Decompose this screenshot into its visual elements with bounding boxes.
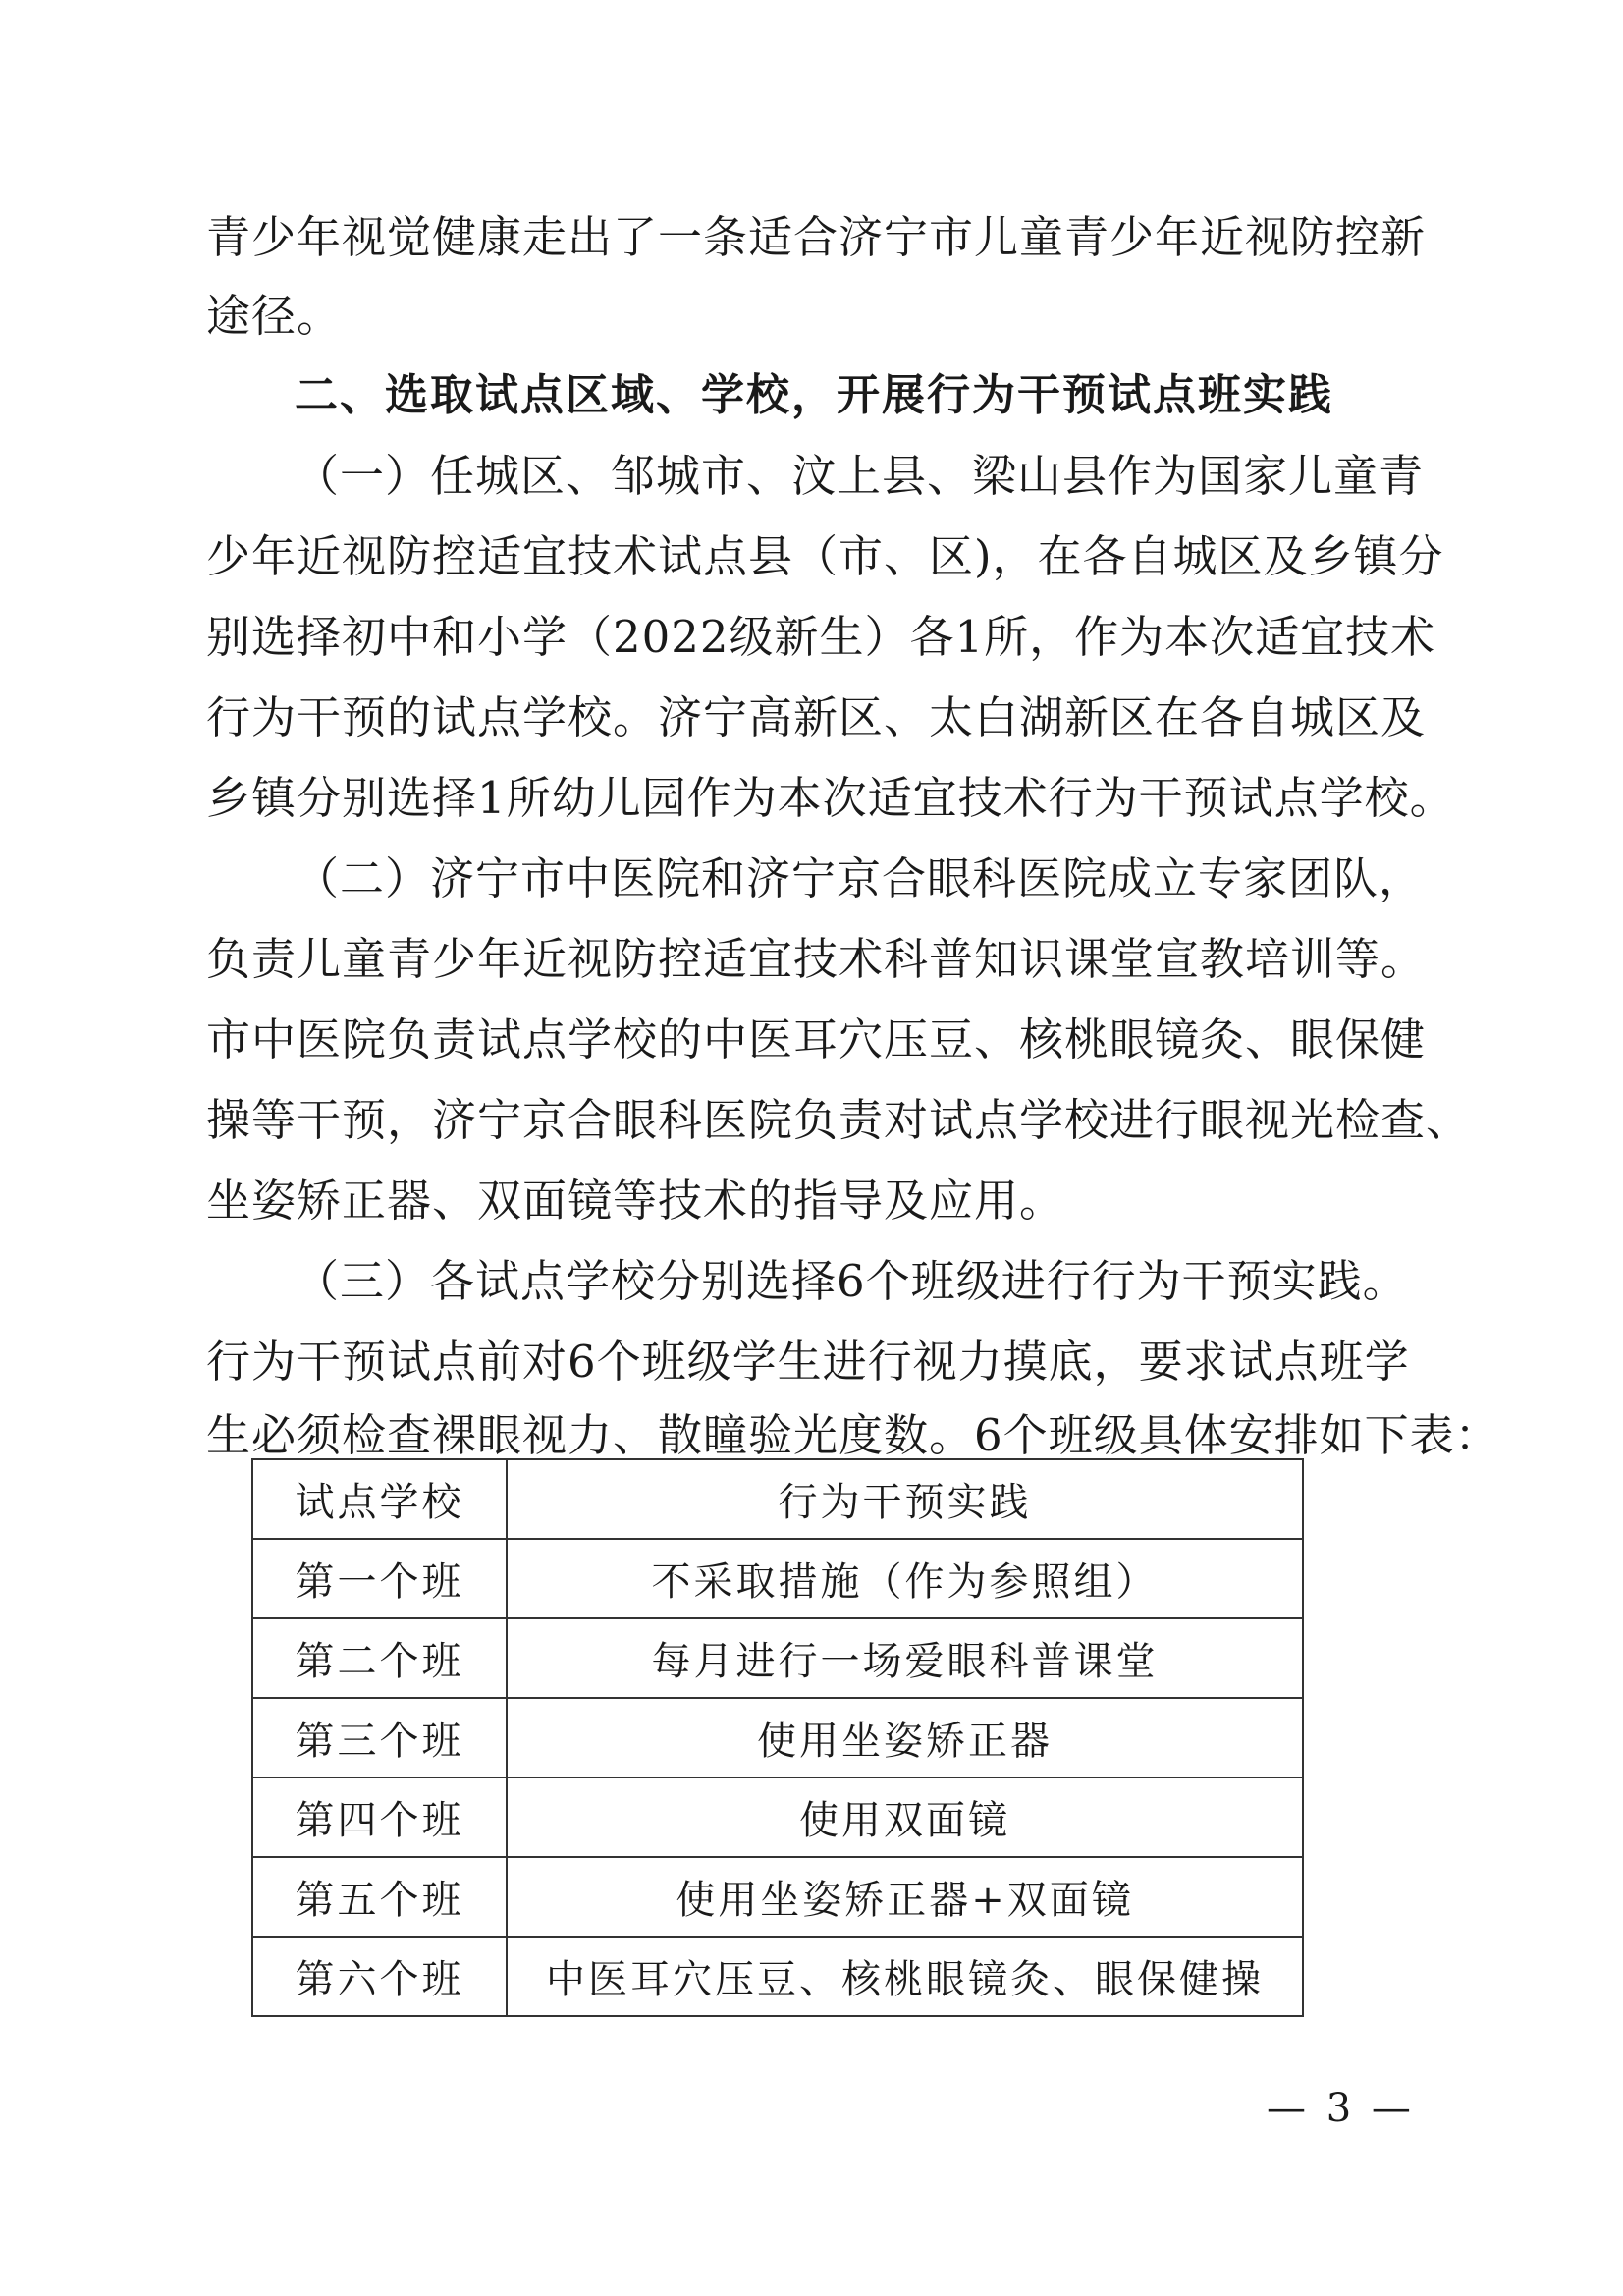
- paragraph-2-line: （二）济宁市中医院和济宁京合眼科医院成立专家团队，: [295, 852, 1425, 904]
- body-line: 途径。: [206, 290, 343, 342]
- practice-cell: 使用双面镜: [507, 1777, 1303, 1857]
- table-header-row: [252, 1459, 1303, 1539]
- table-row: [252, 1618, 1303, 1698]
- practice-cell: 使用坐姿矫正器+双面镜: [507, 1857, 1303, 1937]
- table-row: [252, 1539, 1303, 1618]
- page-number: — 3 —: [1267, 2086, 1415, 2131]
- class-cell: 第五个班: [252, 1857, 507, 1937]
- section-heading: 二、选取试点区域、学校，开展行为干预试点班实践: [295, 370, 1333, 420]
- paragraph-3-line: 行为干预试点前对6个班级学生进行视力摸底，要求试点班学: [206, 1336, 1410, 1388]
- body-line: 青少年视觉健康走出了一条适合济宁市儿童青少年近视防控新: [206, 211, 1427, 263]
- paragraph-2-line: 市中医院负责试点学校的中医耳穴压豆、核桃眼镜灸、眼保健: [206, 1013, 1427, 1066]
- practice-cell: 每月进行一场爱眼科普课堂: [507, 1618, 1303, 1698]
- class-cell: 第四个班: [252, 1777, 507, 1857]
- class-cell: 第三个班: [252, 1698, 507, 1777]
- practice-cell: 中医耳穴压豆、核桃眼镜灸、眼保健操: [507, 1937, 1303, 2016]
- header-pilot-school: 试点学校: [252, 1459, 507, 1539]
- paragraph-1-line: 少年近视防控适宜技术试点县（市、区)，在各自城区及乡镇分: [206, 530, 1444, 582]
- pilot-class-table: [251, 1458, 1304, 2017]
- paragraph-2-line: 负责儿童青少年近视防控适宜技术科普知识课堂宣教培训等。: [206, 933, 1427, 985]
- paragraph-2-line: 操等干预，济宁京合眼科医院负责对试点学校进行眼视光检查、: [206, 1094, 1472, 1146]
- paragraph-1-line: 行为干预的试点学校。济宁高新区、太白湖新区在各自城区及: [206, 691, 1427, 743]
- paragraph-1-line: 乡镇分别选择1所幼儿园作为本次适宜技术行为干预试点学校。: [206, 772, 1455, 824]
- paragraph-2-line: 坐姿矫正器、双面镜等技术的指导及应用。: [206, 1175, 1065, 1227]
- paragraph-1-line: 别选择初中和小学（2022级新生）各1所，作为本次适宜技术: [206, 611, 1436, 663]
- table-row: [252, 1937, 1303, 2016]
- paragraph-1-line: （一）任城区、邹城市、汶上县、梁山县作为国家儿童青: [295, 450, 1425, 502]
- class-cell: 第一个班: [252, 1539, 507, 1618]
- paragraph-3-line: 生必须检查裸眼视力、散瞳验光度数。6个班级具体安排如下表：: [206, 1409, 1500, 1461]
- practice-cell: 不采取措施（作为参照组）: [507, 1539, 1303, 1618]
- class-cell: 第二个班: [252, 1618, 507, 1698]
- table-row: [252, 1777, 1303, 1857]
- table-row: [252, 1857, 1303, 1937]
- paragraph-3-line: （三）各试点学校分别选择6个班级进行行为干预实践。: [295, 1255, 1408, 1307]
- practice-cell: 使用坐姿矫正器: [507, 1698, 1303, 1777]
- table-row: [252, 1698, 1303, 1777]
- class-cell: 第六个班: [252, 1937, 507, 2016]
- header-intervention-practice: 行为干预实践: [507, 1459, 1303, 1539]
